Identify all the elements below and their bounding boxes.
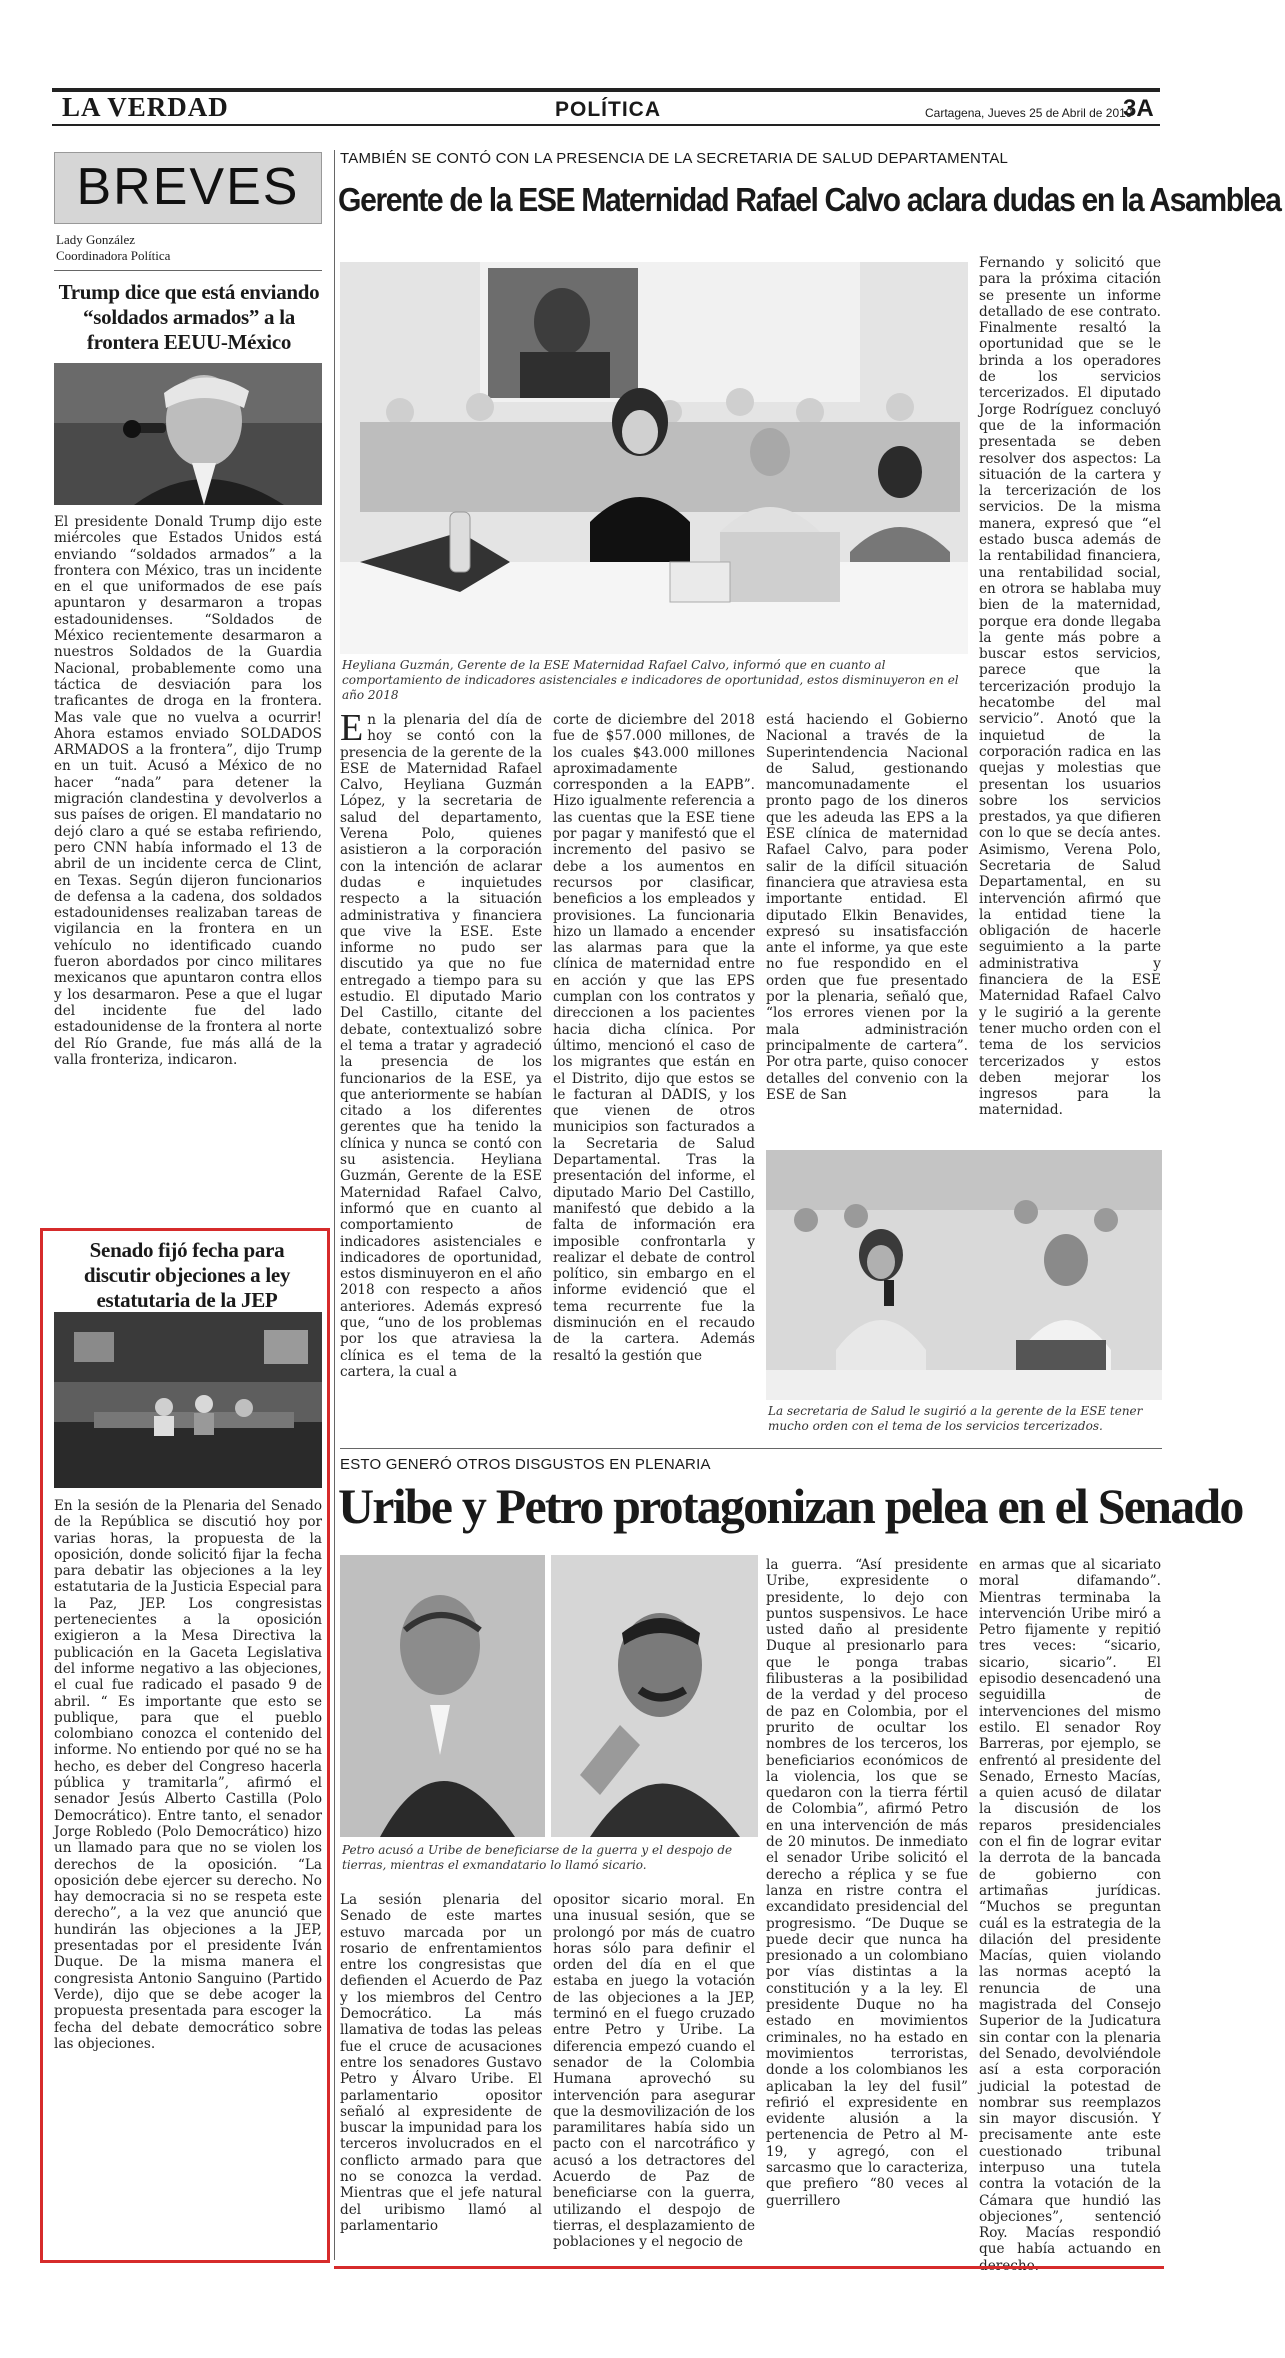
breves-byline bbox=[56, 232, 324, 264]
senado-jep-body: En la sesión de la Plenaria del Senado de la República se discutió hoy por varias horas, la propuesta de la oposición, donde solicitó fijar la fecha para debatir las objeciones a la ley estatutaria de la Justicia Especial para la Paz, JEP. Los congresistas pertenecientes a la oposición exigieron a la Mesa Directiva la publicación en la Gaceta Legislativa del informe negativo a las objeciones, el cual fue radicado el pasado 9 de abril. “ Es importante que esto se publique, para que el pueblo colombiano conozca el contenido del informe. No entiendo por qué no se ha hecho, es deber del Congreso hacerla pública y tramitarla”, afirmó el senador Jesús Alberto Castilla (Polo Democrático). Entre tanto, el senador Jorge Robledo (Polo Democrático) hizo un llamado para que no se violen los derechos de la oposición. “La oposición debe ejercer su derecho. No hay democracia si no se respeta este derecho”, a la vez que anunció que hundirán las objeciones a la JEP, presentadas por el presidente Iván Duque. De la misma manera el congresista Antonio Sanguino (Partido Verde), dijo que se debe acoger la propuesta presentada para escoger la fecha del debate democrático sobre las objeciones. bbox=[54, 1498, 322, 2052]
ese-headline: Gerente de la ESE Maternidad Rafael Calvo aclara dudas en la Asamblea bbox=[338, 181, 1281, 218]
ese-secondary-caption: La secretaria de Salud le sugirió a la gerente de la ESE tener mucho orden con el tema de los servicios tercerizados. bbox=[768, 1404, 1143, 1433]
bottom-red-rule bbox=[334, 2266, 1164, 2269]
uribe-body-col1: La sesión plenaria del Senado de este martes estuvo marcada por un rosario de enfrentamientos entre los congresistas que defienden el Acuerdo de Paz y los miembros del Centro Democrático. La más llamativa de todas las peleas fue el cruce de acusaciones entre los senadores Gustavo Petro y Álvaro Uribe. El parlamentario opositor señaló al expresidente de buscar la impunidad para los terceros involucrados en el conflicto armado para que no se conozca la verdad. Mientras que el jefe natural del uribismo llamó al parlamentario bbox=[340, 1892, 542, 2234]
byline-name: Lady González bbox=[56, 232, 136, 247]
ese-secondary-photo bbox=[766, 1150, 1162, 1400]
ese-body-col2: corte de diciembre del 2018 fue de $57.000 millones, de los cuales $43.000 millones aproximadamente corresponden a la EAPB”. Hizo igualmente referencia a las cuentas que la ESE tiene por pagar y manifestó que el incremento del pasivo se debe a los aumentos en recursos por clasificar, beneficios a los empleados y provisiones. La funcionaria hizo un llamado a encender las alarmas para que la clínica de maternidad entre en acción y que las EPS cumplan con los contratos y direccionen a los pacientes hacia dicha clínica. Por último, mencionó el caso de los migrantes que están en el Distrito, dijo que estos se le facturan al DADIS, y los que vienen de otros municipios son facturados a la Secretaria de Salud Departamental. Tras la presentación del informe, el diputado Mario Del Castillo, manifestó que debido a la falta de información era imposible confrontarla y realizar el debate de control político, sin embargo en el informe evidenció que el tema recurrente fue la disminución en el recaudo de la cartera. Además resaltó la gestión que bbox=[553, 712, 755, 1364]
column-separator bbox=[334, 150, 335, 2260]
uribe-kicker: ESTO GENERÓ OTROS DISGUSTOS EN PLENARIA bbox=[340, 1456, 711, 1473]
ese-main-photo bbox=[340, 262, 968, 654]
breves-banner bbox=[54, 152, 322, 224]
masthead-date: Cartagena, Jueves 25 de Abril de 2019 bbox=[925, 106, 1133, 120]
ese-body-col4: Fernando y solicitó que para la próxima citación se presente un informe detallado de ese contrato. Finalmente resaltó la oportunidad que se le brinda a los operadores de los servicios tercerizados. El diputado Jorge Rodríguez concluyó que de la información presentada se deben resolver dos aspectos: La situación de la cartera y la tercerización de los servicios. De la misma manera, expresó que “el estado busca además de la rentabilidad financiera, una rentabilidad social, en otrora se hablaba muy bien de la maternidad, porque era donde llegaba la gente más pobre a buscar estos servicios, parece que la tercerización produjo la hecatombe del mal servicio”. Anotó que la inquietud de la corporación radica en las quejas y molestias que presentan los usuarios sobre los servicios prestados, ya que difieren con lo que se decía antes. Asimismo, Verena Polo, Secretaria de Salud Departamental, en su intervención afirmó que la entidad tiene la obligación de hacerle seguimiento a la parte administrativa y financiera de la ESE Maternidad Rafael Calvo y le sugirió a la gerente tener mucho orden con el tema de los servicios tercerizados y estos deben mejorar los ingresos para la maternidad. bbox=[979, 255, 1161, 1119]
uribe-petro-photo bbox=[340, 1555, 758, 1837]
ese-kicker: TAMBIÉN SE CONTÓ CON LA PRESENCIA DE LA SECRETARIA DE SALUD DEPARTAMENTAL bbox=[340, 150, 1009, 167]
article-divider bbox=[340, 1448, 1162, 1449]
ese-body-col3: está haciendo el Gobierno Nacional a través de la Superintendencia Nacional de Salud, gestionando mancomunadamente el pronto pago de los dineros que les adeuda las EPS a la ESE clínica de maternidad Rafael Calvo, para poder salir de la difícil situación financiera que atraviesa esta importante entidad. El diputado Elkin Benavides, expresó su insatisfacción ante el informe, ya que este no fue respondido en el orden que fue presentado por la plenaria, señaló que, “los errores vienen por la mala administración principalmente de cartera”. Por otra parte, quiso conocer detalles del convenio con la ESE de San bbox=[766, 712, 968, 1103]
byline-role: Coordinadora Política bbox=[56, 248, 171, 263]
breves-label: BREVES bbox=[76, 158, 300, 216]
senado-jep-photo bbox=[54, 1312, 322, 1488]
masthead-page-number: 3A bbox=[1123, 95, 1154, 122]
masthead-bottom-rule bbox=[52, 124, 1160, 126]
trump-headline: Trump dice que está enviando “soldados armados” a la frontera EEUU-México bbox=[58, 280, 320, 354]
masthead-section: POLÍTICA bbox=[555, 98, 661, 121]
trump-photo bbox=[54, 363, 322, 505]
uribe-headline: Uribe y Petro protagonizan pelea en el Senado bbox=[338, 1478, 1243, 1534]
ese-main-caption: Heyliana Guzmán, Gerente de la ESE Maternidad Rafael Calvo, informó que en cuanto al comportamiento de indicadores asistenciales e indicadores de oportunidad, estos disminuyeron en el año 2018 bbox=[342, 658, 959, 702]
uribe-caption: Petro acusó a Uribe de beneficiarse de la guerra y el despojo de tierras, mientras el exmandatario lo llamó sicario. bbox=[342, 1843, 733, 1872]
uribe-body-col4: en armas que al sicariato moral difamando”. Mientras terminaba la intervención Uribe miró a Petro fijamente y repitió tres veces: “sicario, sicario, sicario”. El episodio desencadenó una seguidilla de intervenciones del mismo estilo. El senador Roy Barreras, por ejemplo, se enfrentó al presidente del Senado, Ernesto Macías, a quien acusó de dilatar la discusión de los reparos presidenciales con el fin de lograr evitar la derrota de la bancada de gobierno con artimañas jurídicas. “Muchos se preguntan cuál es la estrategia de la dilación del presidente Macías, quien violando las normas aceptó la renuncia de una magistrada del Consejo Superior de la Judicatura sin contar con la plenaria del Senado, devolviéndole así a esta corporación judicial la potestad de nombrar sus reemplazos sin mayor discusión. Y precisamente ante este cuestionado tribunal interpuso una tutela contra la votación de la Cámara que hundió las objeciones”, sentenció Roy. Macías respondió que había actuando en bbox=[979, 1557, 1161, 2258]
masthead-paper-name: LA VERDAD bbox=[62, 92, 229, 122]
uribe-body-col3: la guerra. “Así presidente Uribe, expresidente o presidente, lo dejo con puntos suspensivos. Le hace usted daño al presidente Duque al presionarlo para que le ponga trabas filibusteras a la posibilidad de la verdad y del proceso de paz en Colombia, por el prurito de ocultar los nombres de los terceros, los beneficiarios económicos de la violencia, los que se quedaron con la tierra fértil de Colombia”, afirmó Petro en una intervención de más de 20 minutos. De inmediato el senador Uribe solicitó el derecho a réplica y se fue lanza en ristre contra el excandidato presidencial del progresismo. “De Duque se puede decir que nunca ha presionado a un colombiano por vías distintas a la constitución y a la ley. El presidente Duque no ha estado en movimientos criminales, no ha estado en movimientos terroristas, donde a los colombianos les aplicaban la ley del fusil” refirió el expresidente en evidente alusión a la pertenencia de Petro al M-19, y agregó, con el sarcasmo que lo caracteriza, que prefiero “80 veces al guerrillero bbox=[766, 1557, 968, 2209]
byline-divider bbox=[54, 270, 322, 271]
senado-jep-headline: Senado fijó fecha para discutir objeciones a ley estatutaria de la JEP bbox=[83, 1238, 291, 1312]
uribe-body-col2: opositor sicario moral. En una inusual sesión, que se prolongó por más de cuatro horas sólo para definir el orden del día en el que estaba en juego la votación de las objeciones a la JEP, terminó en el fuego cruzado entre Petro y Uribe. La diferencia empezó cuando el senador de la Colombia Humana aprovechó su intervención para asegurar que la desmovilización de los paramilitares había sido un pacto con el narcotráfico y acusó a los detractores del Acuerdo de Paz de beneficiarse con la guerra, utilizando el despojo de tierras, el desplazamiento de poblaciones y el negocio de bbox=[553, 1892, 755, 2251]
trump-body: El presidente Donald Trump dijo este miércoles que Estados Unidos está enviando “soldados armados” a la frontera con México, tras un incidente en el que uniformados de ese país apuntaron y desarmaron a tropas estadounidenses. “Soldados de México recientemente desarmaron a nuestros Soldados de la Guardia Nacional, probablemente como una táctica de desviación para los traficantes de droga en la frontera. Mas vale que no vuelva a ocurrir! Ahora estamos enviado SOLDADOS ARMADOS a la frontera”, dijo Trump en un tuit. Acusó a México de no hacer “nada” para detener la migración clandestina y devolverlos a sus países de origen. El mandatario no dejó claro a qué se estaba refiriendo, pero CNN había informado el 13 de abril de un incidente cerca de Clint, en Texas. Según dijeron funcionarios de defensa a la cadena, dos soldados estadounidenses realizaban tareas de vigilancia en la frontera en un vehículo no identificado cuando fueron abordados por cinco militares mexicanos que apuntaron contra ellos y los desarmaron. Pese a que el lugar del incidente fue del lado estadounidense de la frontera al norte del Río Grande, fue más allá de la valla fronteriza, indicaron. bbox=[54, 514, 322, 1068]
ese-body-col1: En la plenaria del día de hoy se contó con la presencia de la gerente de la ESE de Maternidad Rafael Calvo, Heyliana Guzmán López, y la secretaria de salud del departamento, Verena Polo, quienes asistieron a la corporación con la intención de aclarar dudas e inquietudes respecto a la situación administrativa y financiera que vive la ESE. Este informe no pudo ser discutido ya que no fue entregado a tiempo para su estudio. El diputado Mario Del Castillo, citante del debate, contextualizó sobre el tema a tratar y agradeció la presencia de los funcionarios de la ESE, ya que anteriormente se habían citado a los diferentes gerentes que ha tenido la clínica y nunca se contó con su asistencia. Heyliana Guzmán, Gerente de la ESE Maternidad Rafael Calvo, informó que en cuanto al comportamiento de indicadores asistenciales e indicadores de oportunidad, estos disminuyeron en el año 2018 con respecto a años anteriores. Además expresó que, “uno de los problemas por los que atraviesa la clínica es el tema de la cartera, la cual a bbox=[340, 707, 542, 1380]
